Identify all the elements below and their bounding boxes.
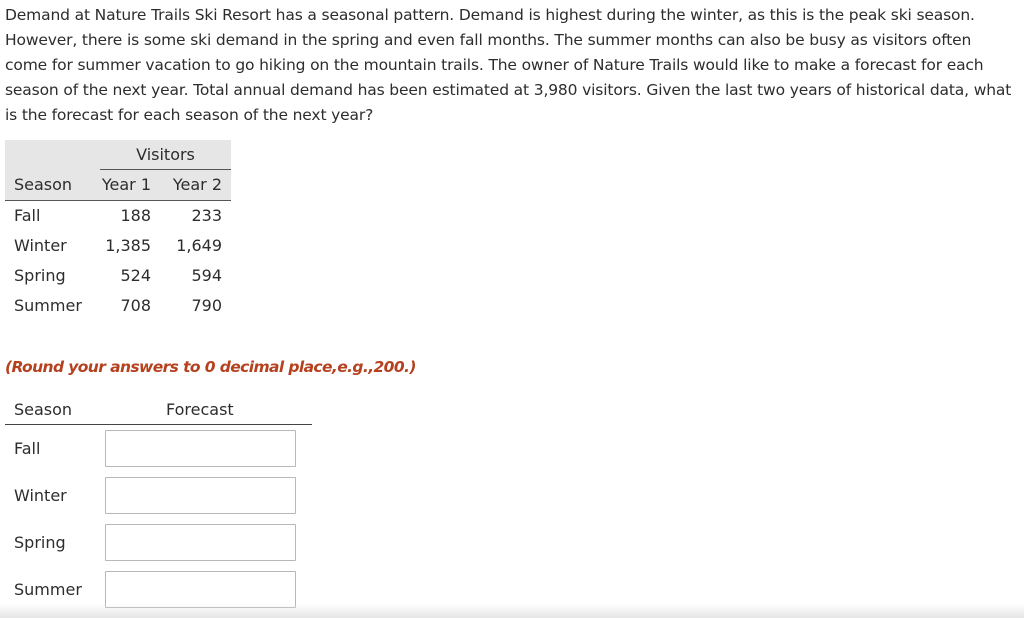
row-year1-value: 524 [120,266,151,285]
answer-row-season: Winter [14,486,67,505]
column-header-year2: Year 2 [172,175,222,194]
table-row [5,231,231,261]
answer-row [5,519,312,566]
row-season: Spring [14,266,66,285]
table-header-row [5,170,231,201]
historical-data-table [5,140,231,321]
row-year2-value: 790 [191,296,222,315]
answer-row-season: Summer [14,580,82,599]
forecast-input-fall[interactable] [105,430,296,467]
row-season: Winter [14,236,67,255]
answer-row [5,425,312,472]
answer-row-season: Spring [14,533,66,552]
column-header-forecast: Forecast [166,400,234,419]
forecast-input-winter[interactable] [105,477,296,514]
column-header-year1: Year 1 [101,175,151,194]
question-text: Demand at Nature Trails Ski Resort has a seasonal pattern. Demand is highest during the winter, as this is the peak ski season. However, there is some ski demand in the spring and even fall months. The summer months can also be busy as visitors often come for summer vacation to go hiking on the mountain trails. The owner of Nature Trails would like to make a forecast for each season of the next year. Total annual demand has been estimated at 3,980 visitors. Given the last two years of historical data, what is the forecast for each season of the next year? [5,6,1012,124]
table-row [5,201,231,231]
bottom-fade [0,604,1024,618]
column-header-season: Season [14,175,73,194]
answer-row-season: Fall [14,439,41,458]
table-row [5,261,231,291]
answer-table-header [5,396,312,425]
row-year2-value: 233 [191,206,222,225]
row-season: Summer [14,296,82,315]
answer-row [5,472,312,519]
table-row [5,291,231,321]
row-year1-value: 1,385 [105,236,151,255]
row-year2-value: 594 [191,266,222,285]
visitors-group-header: Visitors [136,145,195,164]
table-header-group [5,140,231,170]
rounding-instruction: (Round your answers to 0 decimal place,e.g.,200.) [5,358,416,376]
row-year2-value: 1,649 [176,236,222,255]
row-year1-value: 188 [120,206,151,225]
forecast-input-summer[interactable] [105,571,296,608]
row-season: Fall [14,206,41,225]
column-header-season: Season [14,400,73,419]
forecast-answer-table [5,396,312,613]
forecast-input-spring[interactable] [105,524,296,561]
row-year1-value: 708 [120,296,151,315]
